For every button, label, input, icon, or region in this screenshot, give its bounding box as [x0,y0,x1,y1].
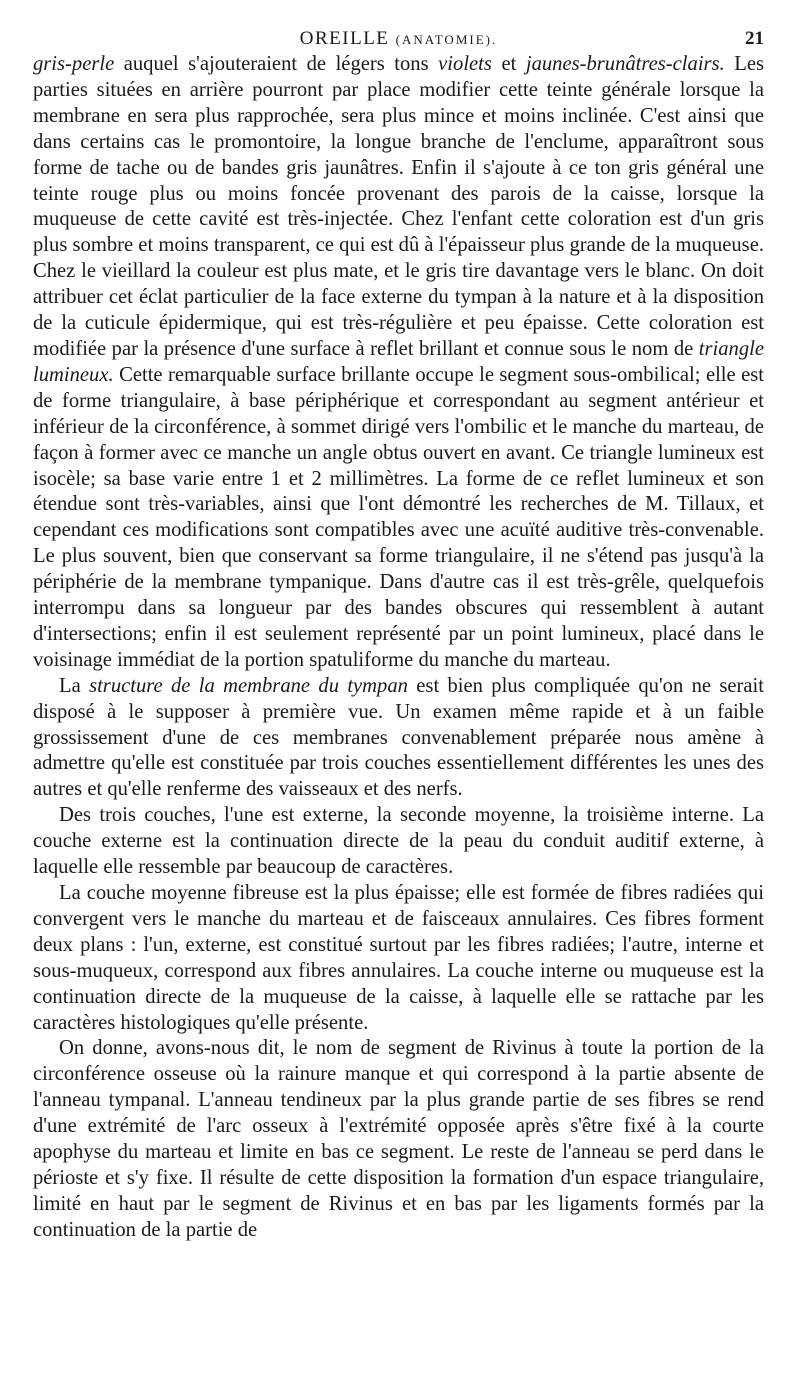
text-segment: est bien plus compliquée qu'on ne serait disposé à le supposer à première vue. Un examen même rapide et à un faible grossissement d'une de ces membranes convenablement préparée nous amène à admettre qu'elle est constituée par trois couches essentiellement différentes les unes des autres et qu'elle renferme des vaisseaux et des nerfs. [33,674,764,801]
text-segment: auquel s'ajouteraient de légers tons [114,53,439,75]
italic-text-segment: violets [438,53,492,75]
paragraph-1 [33,52,764,674]
text-segment: Cette remarquable surface brillante occupe le segment sous-ombilical; elle est de forme triangulaire, à base périphérique et correspondant au segment antérieur et inférieur de la circonférence, à sommet dirigé vers l'ombilic et le manche du marteau, de façon à former avec ce manche un angle obtus ouvert en avant. Ce triangle lumineux est isocèle; sa base varie entre 1 et 2 millimètres. La forme de ce reflet lumineux et son étendue sont très-variables, ainsi que l'ont démontré les recherches de M. Tillaux, et cependant ces modifications sont compatibles avec une acuïté auditive très-convenable. Le plus souvent, bien que conservant sa forme triangulaire, il ne s'étend pas jusqu'à la périphérie de la membrane tympanique. Dans d'autre cas il est très-grêle, quelquefois interrompu dans sa longueur par des bandes obscures qui ressemblent à autant d'intersections; enfin il est seulement représenté par un point lumineux, placé dans le voisinage immédiat de la portion spatuliforme du manche du marteau. [33,363,764,671]
text-segment: Les parties situées en arrière pourront par place modifier cette teinte générale lorsque la membrane en sera plus rapprochée, sera plus mince et moins inclinée. C'est ainsi que dans certains cas le promontoire, la longue branche de l'enclume, apparaîtront sous forme de tache ou de bandes gris jaunâtres. Enfin il s'ajoute à ce ton gris général une teinte rouge plus ou moins foncée provenant des parois de la caisse, lorsque la muqueuse de cette cavité est très-injectée. Chez l'enfant cette coloration est d'un gris plus sombre et moins transparent, ce qui est dû à l'épaisseur plus grande de la muqueuse. Chez le vieillard la couleur est plus mate, et le gris tire davantage vers le blanc. On doit attribuer cet éclat particulier de la face externe du tympan à la nature et à la disposition de la cuticule épidermique, qui est très-régulière et peu épaisse. Cette coloration est modifiée par la présence d'une surface à reflet brillant et connue sous le nom de [33,53,764,360]
italic-text-segment: jaunes-brunâtres-clairs. [525,53,725,75]
text-segment: La [59,674,90,697]
paragraph-2 [33,674,764,804]
paragraph-4 [33,881,764,1036]
paragraph-3 [33,803,764,881]
text-segment: On donne, avons-nous dit, le nom de segment de Rivinus à toute la portion de la circonférence osseuse où la rainure manque et qui correspond à la partie absente de l'anneau tympanal. L'anneau tendineux par la plus grande partie de ses fibres se rend d'une extrémité de l'arc osseux à l'extrémité opposée après s'être fixé à la courte apophyse du marteau et limite en bas ce segment. Le reste de l'anneau se perd dans le périoste et s'y fixe. Il résulte de cette disposition la formation d'un espace triangulaire, limité en haut par le segment de Rivinus et en bas par les ligaments formés par la continuation de la partie de [33,1037,764,1241]
text-segment: La couche moyenne fibreuse est la plus épaisse; elle est formée de fibres radiées qui convergent vers le manche du marteau et de faisceaux annulaires. Ces fibres forment deux plans : l'un, externe, est constitué surtout par les fibres radiées; l'autre, interne et sous-muqueux, correspond aux fibres annulaires. La couche interne ou muqueuse est la continuation directe de la muqueuse de la caisse, à laquelle elle se rattache par les caractères histologiques qu'elle présente. [33,882,764,1034]
text-segment: Des trois couches, l'une est externe, la seconde moyenne, la troisième interne. La couche externe est la continuation directe de la peau du conduit auditif externe, à laquelle elle ressemble par beaucoup de caractères. [33,804,764,879]
italic-text-segment: structure de la membrane du tympan [89,674,408,697]
running-title [33,28,764,50]
body-text [33,52,764,1244]
italic-text-segment: gris-perle [33,53,115,75]
header-title-main: OREILLE [299,28,390,49]
text-segment: et [491,53,526,75]
italic-text-segment: triangle lumineux. [33,337,764,386]
paragraph-5 [33,1036,764,1243]
page-number: 21 [745,28,764,49]
running-header [33,0,764,52]
header-title-sub: (ANATOMIE). [395,32,498,47]
